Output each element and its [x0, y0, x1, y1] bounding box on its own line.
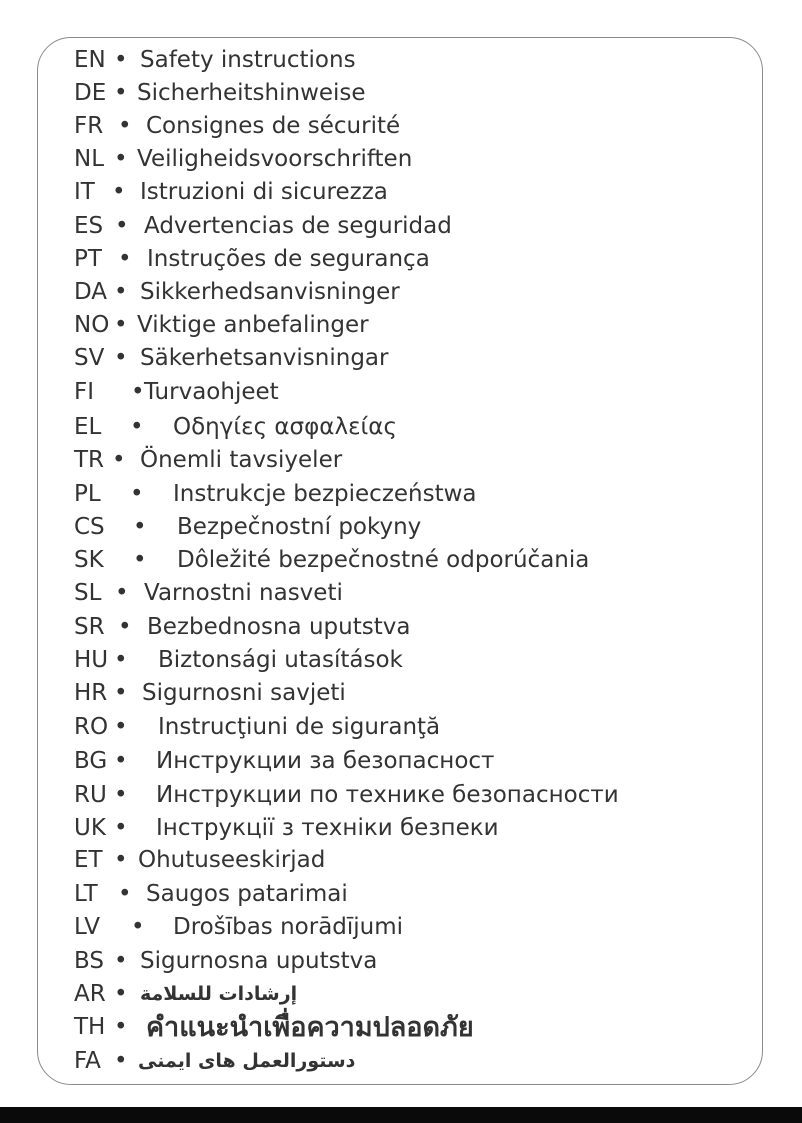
language-text: Säkerhetsanvisningar	[140, 345, 389, 371]
language-code: SR	[74, 614, 105, 640]
bullet: •	[115, 213, 129, 239]
language-code: HR	[74, 680, 108, 706]
language-code: HU	[74, 647, 109, 673]
bullet: •	[130, 414, 144, 440]
language-text: Инструкции по технике безопасности	[156, 782, 619, 808]
language-code: LV	[74, 914, 101, 940]
language-text: Viktige anbefalinger	[137, 312, 369, 338]
language-text: คำแนะนำเพื่อความปลอดภัย	[146, 1012, 474, 1043]
bullet: •	[114, 748, 128, 774]
language-code: SK	[74, 547, 104, 573]
language-text: Οδηγίες ασφαλείας	[173, 414, 397, 440]
language-code: EN	[74, 47, 106, 73]
bullet: •	[118, 246, 132, 272]
language-text: Biztonsági utasítások	[158, 647, 403, 673]
language-text: Dôležité bezpečnostné odporúčania	[177, 547, 590, 573]
bullet: •	[112, 447, 126, 473]
bullet: •	[131, 914, 145, 940]
language-text: Turvaohjeet	[144, 379, 279, 405]
bullet: •	[133, 547, 147, 573]
language-text: Sicherheitshinweise	[137, 80, 366, 106]
bullet: •	[114, 146, 128, 172]
bullet: •	[114, 47, 128, 73]
language-text: دستورالعمل های ایمنی	[138, 1050, 356, 1072]
language-text: Veiligheidsvoorschriften	[137, 146, 413, 172]
bullet: •	[118, 614, 132, 640]
language-code: FA	[74, 1048, 101, 1074]
language-text: Safety instructions	[140, 47, 356, 73]
language-code: TH	[74, 1014, 106, 1040]
language-text: Drošības norādījumi	[173, 914, 404, 940]
bullet: •	[114, 1048, 128, 1074]
language-text: Ohutuseeskirjad	[138, 847, 326, 873]
language-text: إرشادات للسلامة	[140, 983, 298, 1005]
language-text: Інструкції з техніки безпеки	[156, 815, 499, 841]
bullet: •	[114, 714, 128, 740]
bullet: •	[114, 847, 128, 873]
language-text: Saugos patarimai	[146, 881, 348, 907]
language-text: Sigurnosna uputstva	[140, 948, 378, 974]
language-text: Инструкции за безопасност	[156, 748, 495, 774]
language-code: LT	[74, 881, 98, 907]
language-text: Consignes de sécurité	[146, 113, 401, 139]
bullet: •	[114, 948, 128, 974]
bullet: •	[130, 481, 144, 507]
language-text: Bezbednosna uputstva	[147, 614, 411, 640]
language-code: FR	[74, 113, 104, 139]
language-code: SV	[74, 345, 105, 371]
language-text: Instruções de segurança	[147, 246, 430, 272]
language-text: Istruzioni di sicurezza	[140, 179, 388, 205]
language-code: RU	[74, 782, 107, 808]
language-code: AR	[74, 981, 106, 1007]
bullet: •	[114, 279, 128, 305]
bullet: •	[118, 881, 132, 907]
bullet: •	[114, 782, 128, 808]
language-code: FI	[74, 379, 95, 405]
bullet: •	[114, 312, 128, 338]
language-code: DA	[74, 279, 108, 305]
bullet: •	[114, 80, 128, 106]
language-code: NO	[74, 312, 110, 338]
language-text: Bezpečnostní pokyny	[177, 514, 422, 540]
language-text: Instrukcje bezpieczeństwa	[173, 481, 477, 507]
language-text: Varnostni nasveti	[144, 580, 343, 606]
bullet: •	[133, 514, 147, 540]
language-code: UK	[74, 815, 106, 841]
language-code: IT	[74, 179, 95, 205]
language-code: ES	[74, 213, 104, 239]
language-code: EL	[74, 414, 102, 440]
bullet: •	[114, 345, 128, 371]
bottom-edge-line	[0, 1107, 802, 1123]
language-code: SL	[74, 580, 102, 606]
language-text: Instrucţiuni de siguranţă	[158, 714, 441, 740]
bullet: •	[118, 113, 132, 139]
language-code: ET	[74, 847, 103, 873]
language-code: PT	[74, 246, 102, 272]
language-code: TR	[74, 447, 105, 473]
bullet: •	[114, 680, 128, 706]
language-code: PL	[74, 481, 101, 507]
language-code: BS	[74, 948, 104, 974]
language-code: RO	[74, 714, 109, 740]
bullet: •	[115, 580, 129, 606]
language-text: Advertencias de seguridad	[144, 213, 452, 239]
language-code: NL	[74, 146, 105, 172]
language-code: DE	[74, 80, 107, 106]
language-text: Önemli tavsiyeler	[140, 447, 343, 473]
bullet: •	[131, 379, 145, 405]
language-text: Sigurnosni savjeti	[142, 680, 346, 706]
language-text: Sikkerhedsanvisninger	[140, 279, 400, 305]
bullet: •	[112, 179, 126, 205]
bullet: •	[114, 815, 128, 841]
language-code: CS	[74, 514, 105, 540]
language-code: BG	[74, 748, 108, 774]
bullet: •	[114, 1014, 128, 1040]
bullet: •	[114, 647, 128, 673]
bullet: •	[114, 981, 128, 1007]
